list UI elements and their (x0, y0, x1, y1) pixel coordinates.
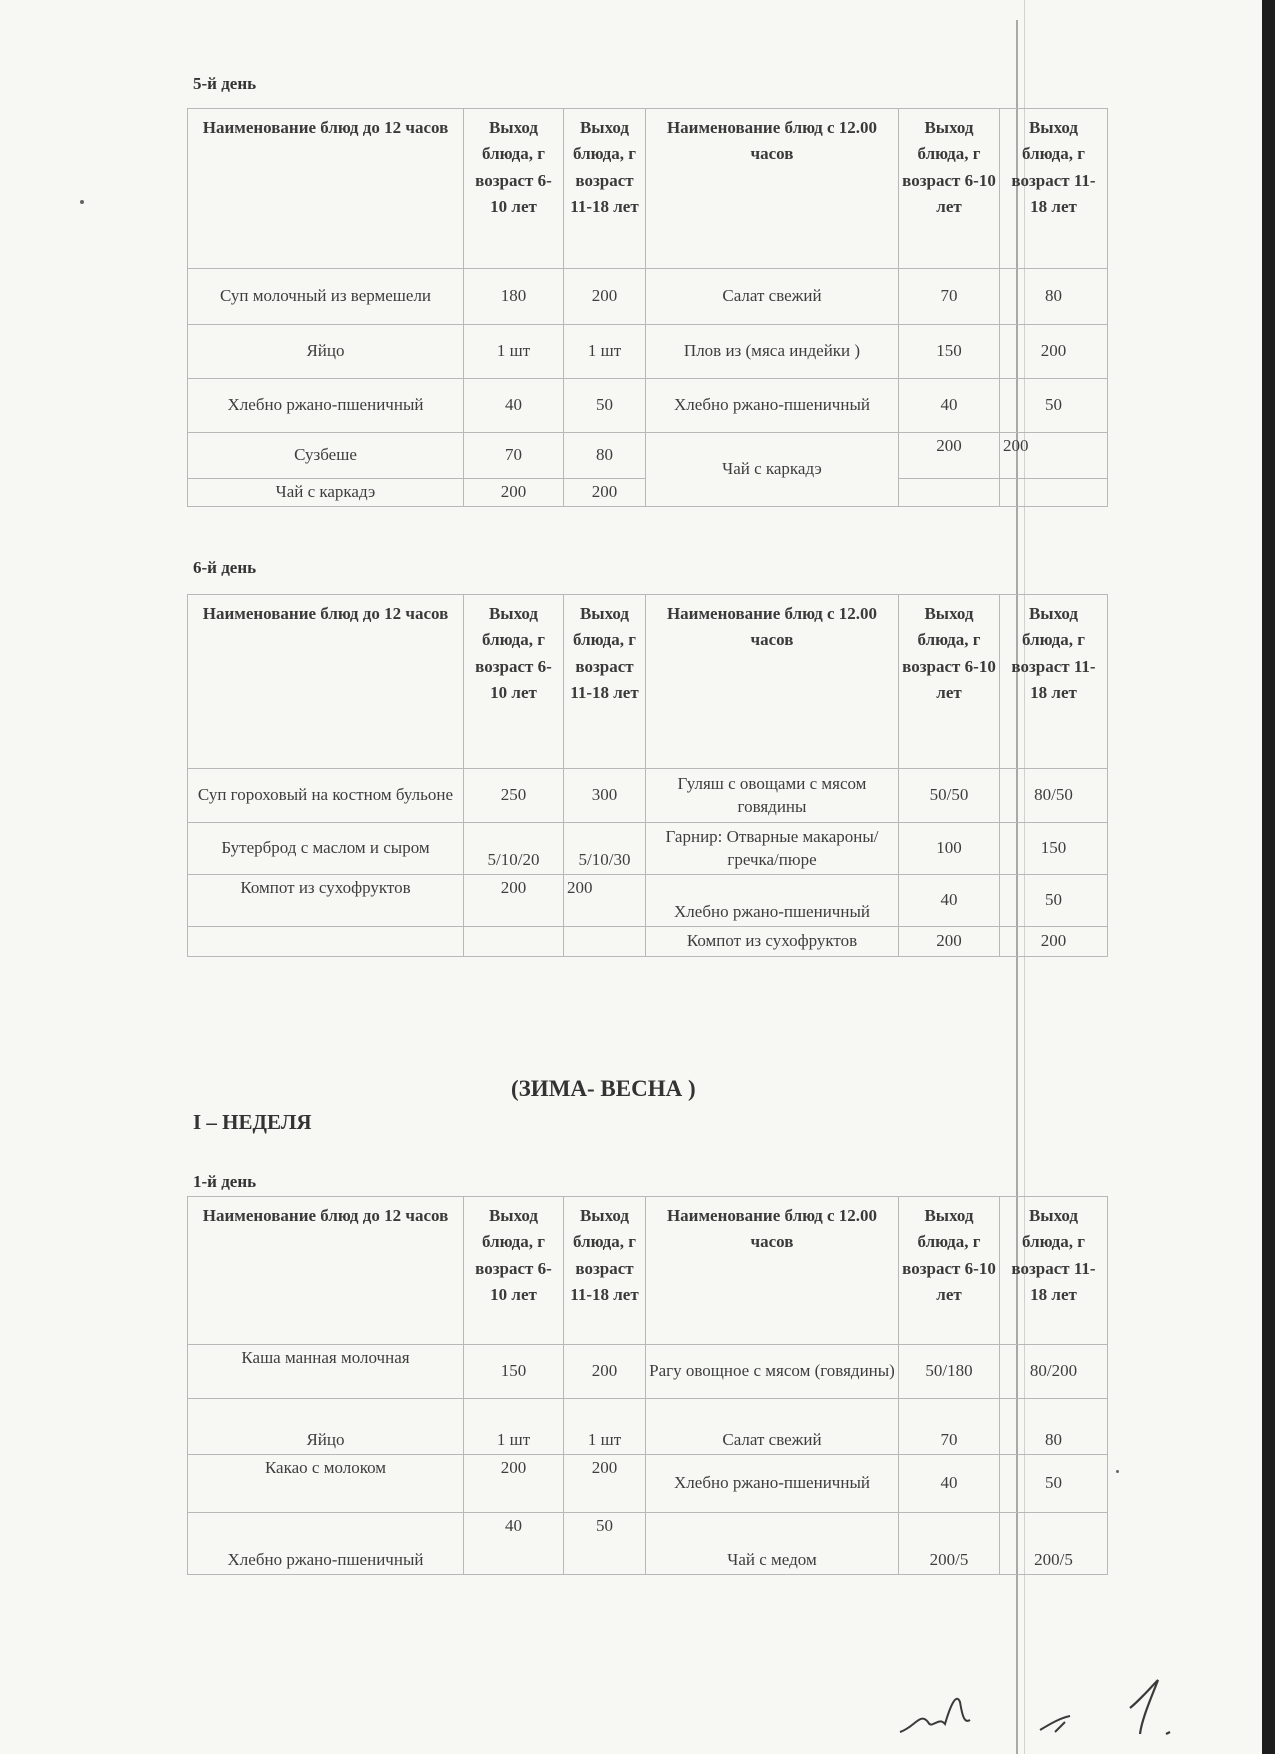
day1-menu-table (187, 1196, 1108, 1575)
value-cell: 1 шт (464, 1399, 564, 1455)
value-cell: 200 (564, 1455, 646, 1513)
table-row (188, 927, 1108, 957)
dish-cell: Яйцо (188, 1399, 464, 1455)
value-cell: 200 (564, 479, 646, 507)
header-dish-after: Наименование блюд с 12.00 часов (646, 595, 899, 769)
dish-cell: Суп гороховый на костном бульоне (188, 769, 464, 823)
dish-cell: Яйцо (188, 325, 464, 379)
table-header-row (188, 595, 1108, 769)
day6-title: 6-й день (193, 558, 257, 577)
value-cell: 200 (564, 875, 646, 927)
dish-cell: Хлебно ржано-пшеничный (646, 1455, 899, 1513)
value-cell: 200 (564, 269, 646, 325)
scan-speck (80, 200, 84, 204)
table-row (188, 269, 1108, 325)
value-cell: 50 (1000, 379, 1108, 433)
dish-cell: Бутерброд с маслом и сыром (188, 823, 464, 875)
value-cell: 5/10/30 (564, 823, 646, 875)
dish-cell: Плов из (мяса индейки ) (646, 325, 899, 379)
value-cell: 70 (464, 433, 564, 479)
scan-edge (1262, 0, 1275, 1754)
header-output-young: Выход блюда, г возраст 6-10 лет (464, 595, 564, 769)
value-cell: 5/10/20 (464, 823, 564, 875)
day6-menu-table (187, 594, 1108, 957)
table-row (188, 769, 1108, 823)
table-row (188, 823, 1108, 875)
day1-title: 1-й день (193, 1172, 257, 1191)
value-cell: 70 (899, 269, 1000, 325)
dish-cell: Сузбеше (188, 433, 464, 479)
table-header-row (188, 109, 1108, 269)
header-output-old-b: Выход блюда, г возраст 11-18 лет (1000, 595, 1108, 769)
header-output-young-b: Выход блюда, г возраст 6-10 лет (899, 1197, 1000, 1345)
value-cell (564, 927, 646, 957)
value-cell (1000, 479, 1108, 507)
dish-cell: Компот из сухофруктов (646, 927, 899, 957)
dish-cell: Чай с каркадэ (188, 479, 464, 507)
handwritten-signature (890, 1672, 1190, 1742)
value-cell: 200/5 (899, 1513, 1000, 1575)
dish-cell (188, 927, 464, 957)
table-row (188, 325, 1108, 379)
value-cell: 50/180 (899, 1345, 1000, 1399)
value-cell: 200/5 (1000, 1513, 1108, 1575)
value-cell: 40 (899, 379, 1000, 433)
value-cell: 40 (899, 1455, 1000, 1513)
value-cell: 1 шт (464, 325, 564, 379)
value-cell: 200 (564, 1345, 646, 1399)
header-dish-before: Наименование блюд до 12 часов (188, 595, 464, 769)
value-cell: 300 (564, 769, 646, 823)
value-cell: 1 шт (564, 1399, 646, 1455)
header-output-old: Выход блюда, г возраст 11-18 лет (564, 595, 646, 769)
value-cell: 200 (1000, 927, 1108, 957)
dish-cell: Хлебно ржано-пшеничный (188, 379, 464, 433)
value-cell: 180 (464, 269, 564, 325)
table-row (188, 433, 1108, 479)
dish-cell: Хлебно ржано-пшеничный (646, 875, 899, 927)
value-cell: 40 (464, 1513, 564, 1575)
value-cell: 150 (1000, 823, 1108, 875)
dish-cell: Гуляш с овощами с мясом говядины (646, 769, 899, 823)
table-row (188, 1399, 1108, 1455)
dish-cell: Гарнир: Отварные макароны/ гречка/пюре (646, 823, 899, 875)
header-dish-after: Наименование блюд с 12.00 часов (646, 109, 899, 269)
value-cell: 200 (899, 927, 1000, 957)
table-row (188, 1513, 1108, 1575)
dish-cell: Салат свежий (646, 1399, 899, 1455)
header-output-young-b: Выход блюда, г возраст 6-10 лет (899, 595, 1000, 769)
header-dish-before: Наименование блюд до 12 часов (188, 109, 464, 269)
day5-title: 5-й день (193, 74, 257, 93)
value-cell: 40 (464, 379, 564, 433)
table-row (188, 379, 1108, 433)
dish-cell: Компот из сухофруктов (188, 875, 464, 927)
header-output-old-b: Выход блюда, г возраст 11-18 лет (1000, 1197, 1108, 1345)
value-cell: 200 (899, 433, 1000, 479)
scan-speck (1116, 1470, 1119, 1473)
header-dish-before: Наименование блюд до 12 часов (188, 1197, 464, 1345)
dish-cell: Хлебно ржано-пшеничный (188, 1513, 464, 1575)
value-cell: 200 (464, 479, 564, 507)
value-cell: 200 (1000, 325, 1108, 379)
header-output-young: Выход блюда, г возраст 6-10 лет (464, 1197, 564, 1345)
value-cell: 80/50 (1000, 769, 1108, 823)
value-cell: 200 (1000, 433, 1108, 479)
table-row (188, 1455, 1108, 1513)
value-cell: 80 (1000, 269, 1108, 325)
header-output-old-b: Выход блюда, г возраст 11-18 лет (1000, 109, 1108, 269)
value-cell: 50 (1000, 875, 1108, 927)
week-heading: I – НЕДЕЛЯ (193, 1110, 312, 1134)
table-row (188, 875, 1108, 927)
value-cell: 80 (564, 433, 646, 479)
header-output-old: Выход блюда, г возраст 11-18 лет (564, 1197, 646, 1345)
value-cell: 200 (464, 1455, 564, 1513)
value-cell: 80 (1000, 1399, 1108, 1455)
value-cell: 100 (899, 823, 1000, 875)
value-cell: 50 (564, 1513, 646, 1575)
dish-cell: Каша манная молочная (188, 1345, 464, 1399)
dish-cell: Салат свежий (646, 269, 899, 325)
value-cell: 80/200 (1000, 1345, 1108, 1399)
value-cell: 50 (564, 379, 646, 433)
value-cell: 1 шт (564, 325, 646, 379)
value-cell: 40 (899, 875, 1000, 927)
value-cell (464, 927, 564, 957)
table-row (188, 1345, 1108, 1399)
dish-cell: Хлебно ржано-пшеничный (646, 379, 899, 433)
day5-menu-table (187, 108, 1108, 507)
value-cell: 250 (464, 769, 564, 823)
value-cell: 50/50 (899, 769, 1000, 823)
header-output-young: Выход блюда, г возраст 6-10 лет (464, 109, 564, 269)
dish-cell: Рагу овощное с мясом (говядины) (646, 1345, 899, 1399)
value-cell: 150 (899, 325, 1000, 379)
dish-cell: Чай с медом (646, 1513, 899, 1575)
header-dish-after: Наименование блюд с 12.00 часов (646, 1197, 899, 1345)
value-cell: 50 (1000, 1455, 1108, 1513)
value-cell (899, 479, 1000, 507)
header-output-young-b: Выход блюда, г возраст 6-10 лет (899, 109, 1000, 269)
table-header-row (188, 1197, 1108, 1345)
value-cell: 200 (464, 875, 564, 927)
dish-cell: Чай с каркадэ (646, 433, 899, 507)
dish-cell: Какао с молоком (188, 1455, 464, 1513)
season-heading: (ЗИМА- ВЕСНА ) (511, 1076, 696, 1101)
value-cell: 150 (464, 1345, 564, 1399)
value-cell: 70 (899, 1399, 1000, 1455)
header-output-old: Выход блюда, г возраст 11-18 лет (564, 109, 646, 269)
dish-cell: Суп молочный из вермешели (188, 269, 464, 325)
